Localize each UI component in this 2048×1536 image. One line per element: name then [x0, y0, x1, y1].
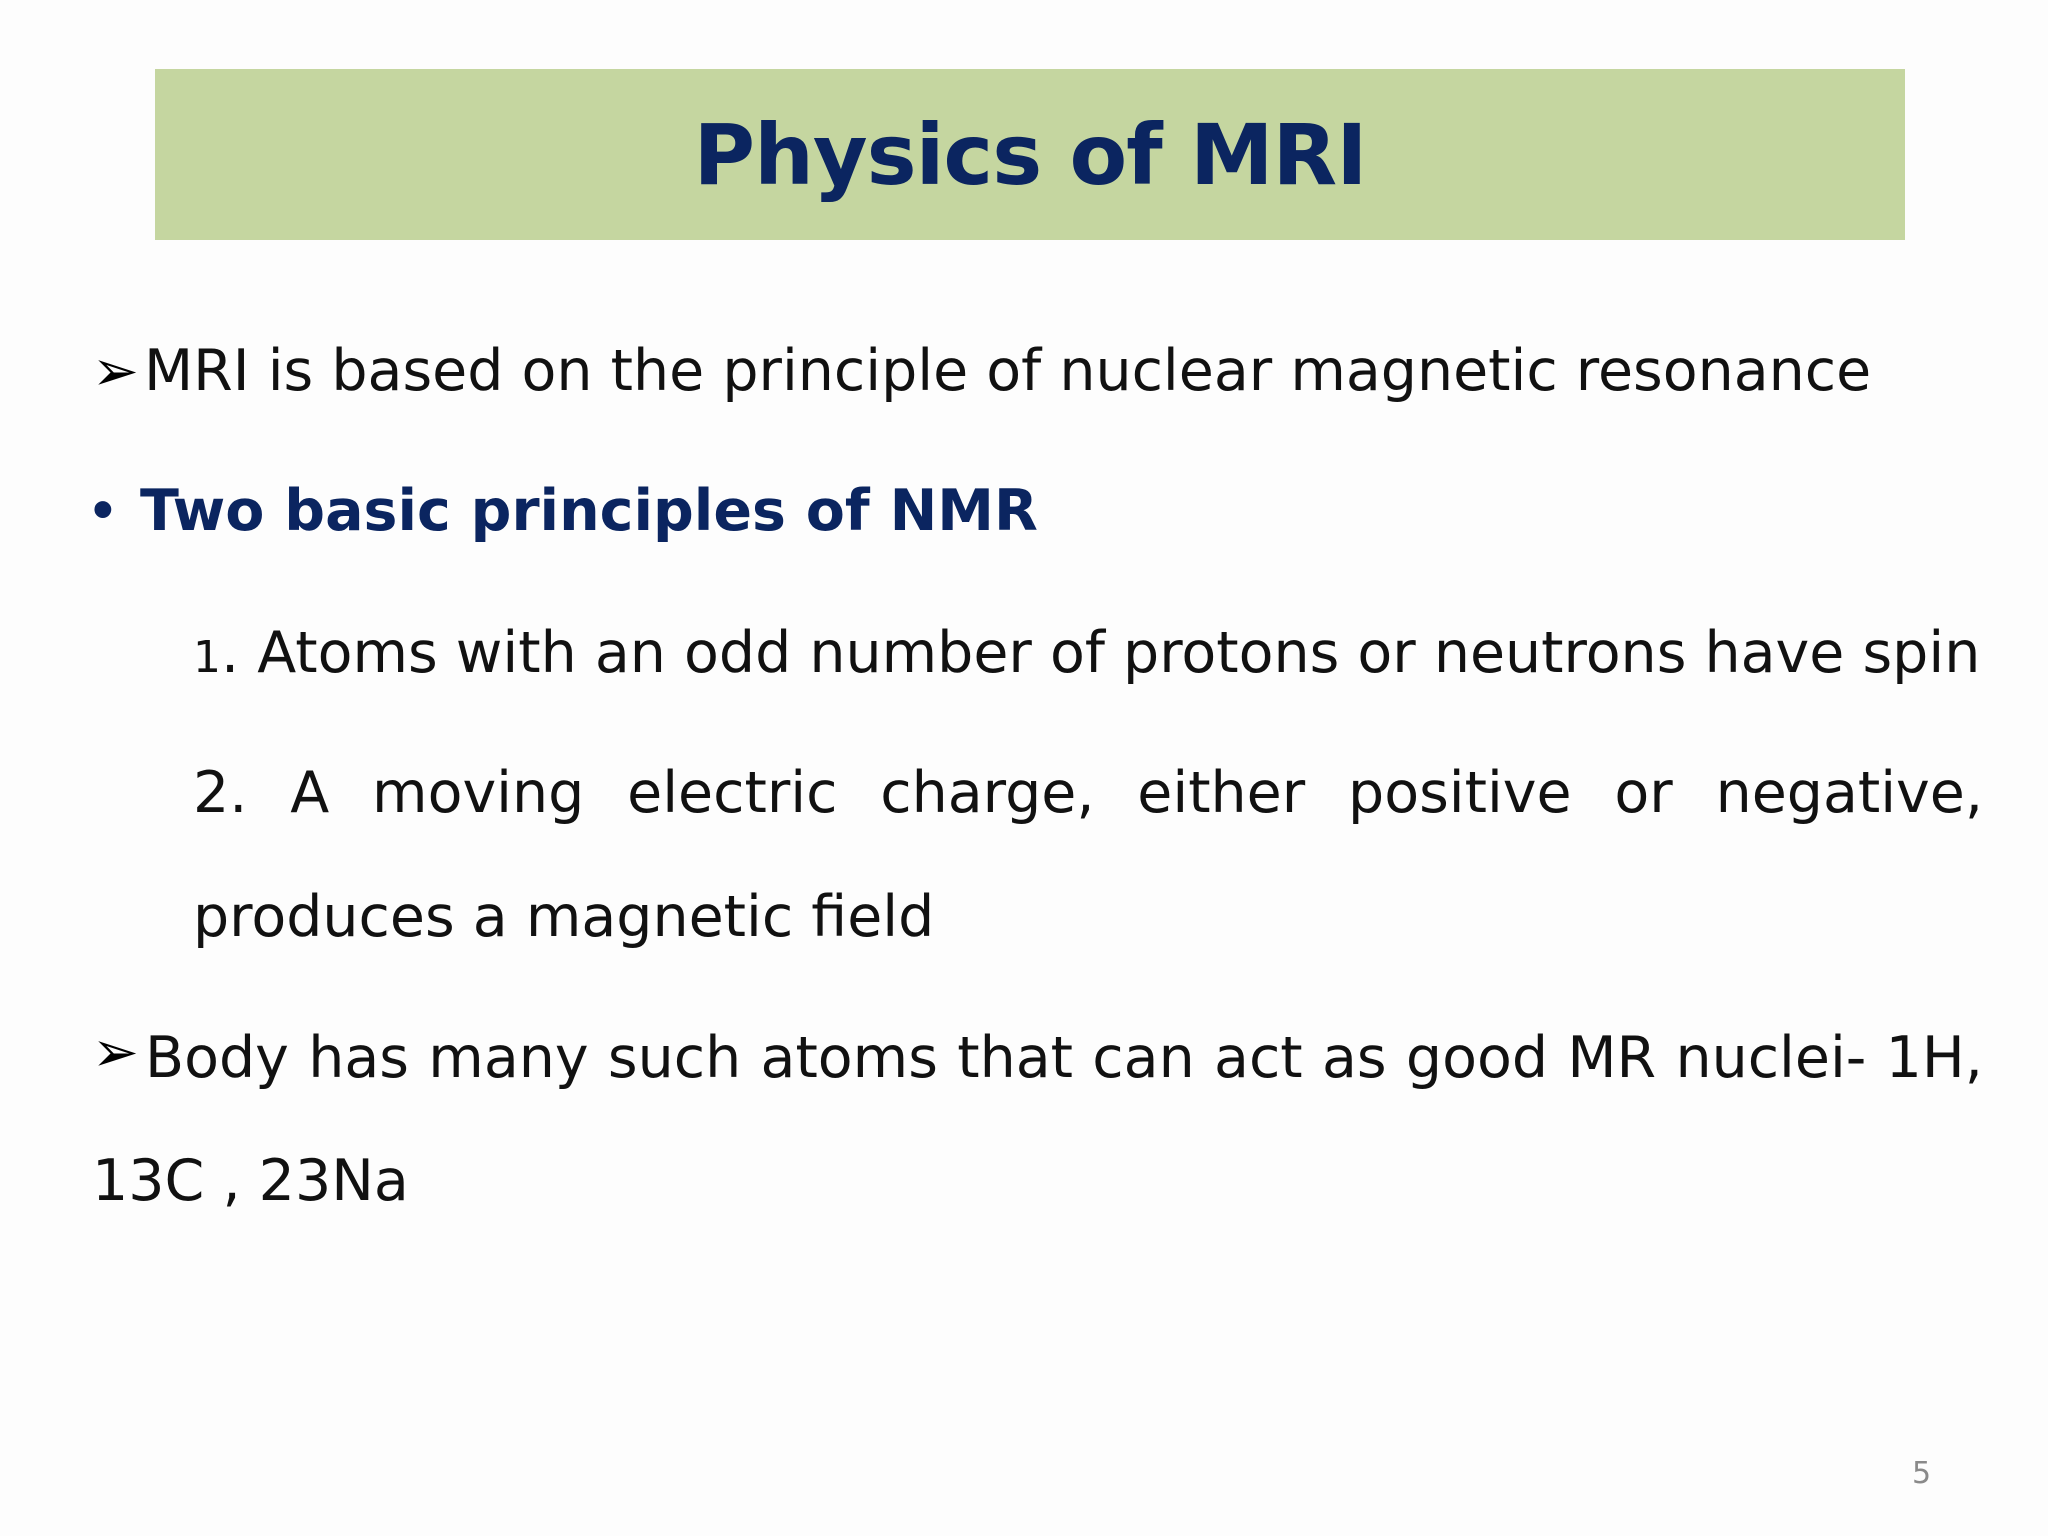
justified-word: negative,	[1715, 760, 1983, 826]
justified-word: many	[428, 1025, 589, 1091]
justified-word: either	[1137, 760, 1306, 826]
justified-word: positive	[1348, 760, 1572, 826]
bullet-body-atoms-line-2: 13C , 23Na	[92, 1148, 409, 1214]
arrowhead-bullet-icon: ➢	[92, 1020, 139, 1085]
numbered-item-2-line-1	[193, 760, 1983, 826]
bullet-text: MRI is based on the principle of nuclear magnetic resonance	[144, 338, 1872, 404]
numbered-item-1	[193, 620, 1980, 686]
subheading-row	[92, 475, 1038, 544]
justified-word: charge,	[880, 760, 1095, 826]
justified-word: as	[1321, 1025, 1387, 1091]
slide-title: Physics of MRI	[693, 105, 1367, 204]
justified-word: that	[957, 1025, 1073, 1091]
title-banner	[155, 69, 1905, 240]
numbered-item-2-line-2: produces a magnetic field	[193, 884, 935, 950]
justified-word: good	[1405, 1025, 1549, 1091]
round-bullet-icon: •	[92, 475, 114, 544]
justified-word: A	[290, 760, 330, 826]
page-number: 5	[1912, 1456, 1932, 1491]
justified-word: has	[308, 1025, 409, 1091]
item-number: 1	[193, 632, 221, 683]
justified-word: Body	[145, 1025, 289, 1091]
bullet-body-atoms-marker	[92, 1020, 144, 1085]
justified-word: 2.	[193, 760, 248, 826]
justified-word: atoms	[760, 1025, 938, 1091]
arrowhead-bullet-icon: ➢	[92, 339, 139, 404]
justified-word: or	[1614, 760, 1673, 826]
justified-word: electric	[627, 760, 838, 826]
justified-word: act	[1214, 1025, 1303, 1091]
justified-word: 1H,	[1885, 1025, 1983, 1091]
item-text: . Atoms with an odd number of protons or neutrons have spin	[221, 620, 1981, 686]
justified-word: nuclei-	[1675, 1025, 1867, 1091]
justified-word: MR	[1567, 1025, 1657, 1091]
justified-word: can	[1092, 1025, 1195, 1091]
justified-word: moving	[372, 760, 585, 826]
justified-word: such	[607, 1025, 742, 1091]
bullet-body-atoms-line-1	[145, 1025, 1983, 1091]
bullet-mri-principle	[92, 338, 1871, 404]
subheading-text: Two basic principles of NMR	[140, 478, 1038, 544]
